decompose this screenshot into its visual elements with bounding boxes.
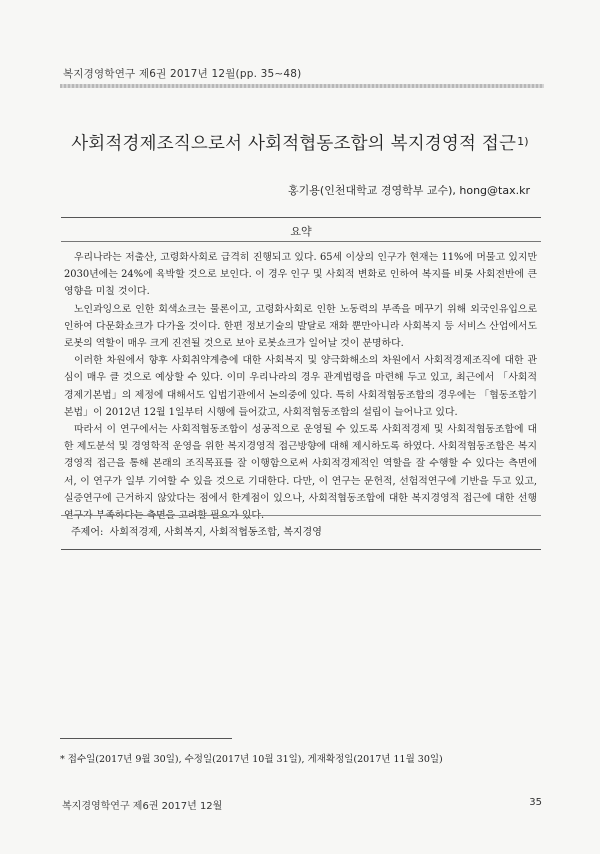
- abstract-heading-rule: [61, 241, 541, 242]
- keywords: [71, 523, 322, 538]
- keyword-item: 사회복지,: [164, 527, 207, 538]
- abstract-paragraph: 노인과잉으로 인한 회색쇼크는 물론이고, 고령화사회로 인한 노동력의 부족을 메꾸기 위해 외국인유입으로 인하여 다문화쇼크가 다가올 것이다. 한편 정보기술의 발달로 재화 뿐만아니라 사회복지 등 서비스 산업에서도 로봇의 역할이 매우 크게 진전될 것으로 보아 로봇쇼크가 일어날 것이 분명하다.: [64, 303, 537, 350]
- keyword-item: 사회적협동조합,: [209, 527, 281, 538]
- header-rule: [60, 84, 544, 88]
- footnote: * 접수일(2017년 9월 30일), 수정일(2017년 10월 31일), 게재확정일(2017년 11월 30일): [60, 754, 443, 765]
- author-line: 홍기용(인천대학교 경영학부 교수), hong@tax.kr: [288, 184, 530, 197]
- paper-title-text: 사회적경제조직으로서 사회적협동조합의 복지경영적 접근: [71, 134, 517, 154]
- abstract-heading: 요약: [290, 225, 312, 238]
- title-footnote-mark: 1): [517, 135, 529, 148]
- keywords-label: 주제어:: [71, 527, 104, 538]
- keyword-item: 복지경영: [283, 527, 322, 538]
- page-number: 35: [529, 797, 542, 808]
- abstract-box: [61, 217, 541, 550]
- keywords-rule: [61, 515, 541, 516]
- paper-title: [0, 130, 600, 155]
- journal-header: 복지경영학연구 제6권 2017년 12월(pp. 35∼48): [63, 68, 302, 80]
- keyword-item: 사회적경제,: [109, 527, 162, 538]
- abstract-paragraph: 이러한 차원에서 향후 사회취약계층에 대한 사회복지 및 양극화해소의 차원에서 사회적경제조직에 대한 관심이 매우 클 것으로 예상할 수 있다. 이미 우리나라의 경우 관계법령을 마련해 두고 있고, 최근에서 「사회적경제기본법」의 제정에 대해서도 입법기관에서 논의중에 있다. 특히 사회적협동조합의 경우에는 「협동조합기본법」이 2012년 12월 1일부터 시행에 들어갔고, 사회적협동조합의 설립이 늘어나고 있다.: [64, 355, 537, 418]
- abstract-body: [64, 249, 537, 524]
- footer-journal: 복지경영학연구 제6권 2017년 12월: [62, 801, 223, 812]
- abstract-paragraph: 우리나라는 저출산, 고령화사회로 급격히 진행되고 있다. 65세 이상의 인구가 현재는 11%에 머물고 있지만 2030년에는 24%에 육박할 것으로 보인다. 이 경우 인구 및 사회적 변화로 인하여 복지를 비롯 사회전반에 큰 영향을 미칠 것이다.: [64, 252, 537, 298]
- footnote-rule: [60, 738, 232, 739]
- abstract-paragraph: 따라서 이 연구에서는 사회적협동조합이 성공적으로 운영될 수 있도록 사회적경제 및 사회적협동조합에 대한 제도분석 및 경영학적 운영을 위한 복지경영적 접근방향에 대해 제시하도록 하였다. 사회적협동조합은 복지경영적 접근을 통해 본래의 조직목표를 잘 이행함으로써 사회적경제적인 역할을 잘 수행할 수 있다는 측면에서, 이 연구가 일부 기여할 수 있을 것으로 기대한다. 다만, 이 연구는 문헌적, 선험적연구에 기반을 두고 있고, 실증연구에 근거하지 않았다는 점에서 한계점이 있으나, 사회적협동조합에 대한 복지경영적 접근에 대한 선행: [64, 424, 537, 504]
